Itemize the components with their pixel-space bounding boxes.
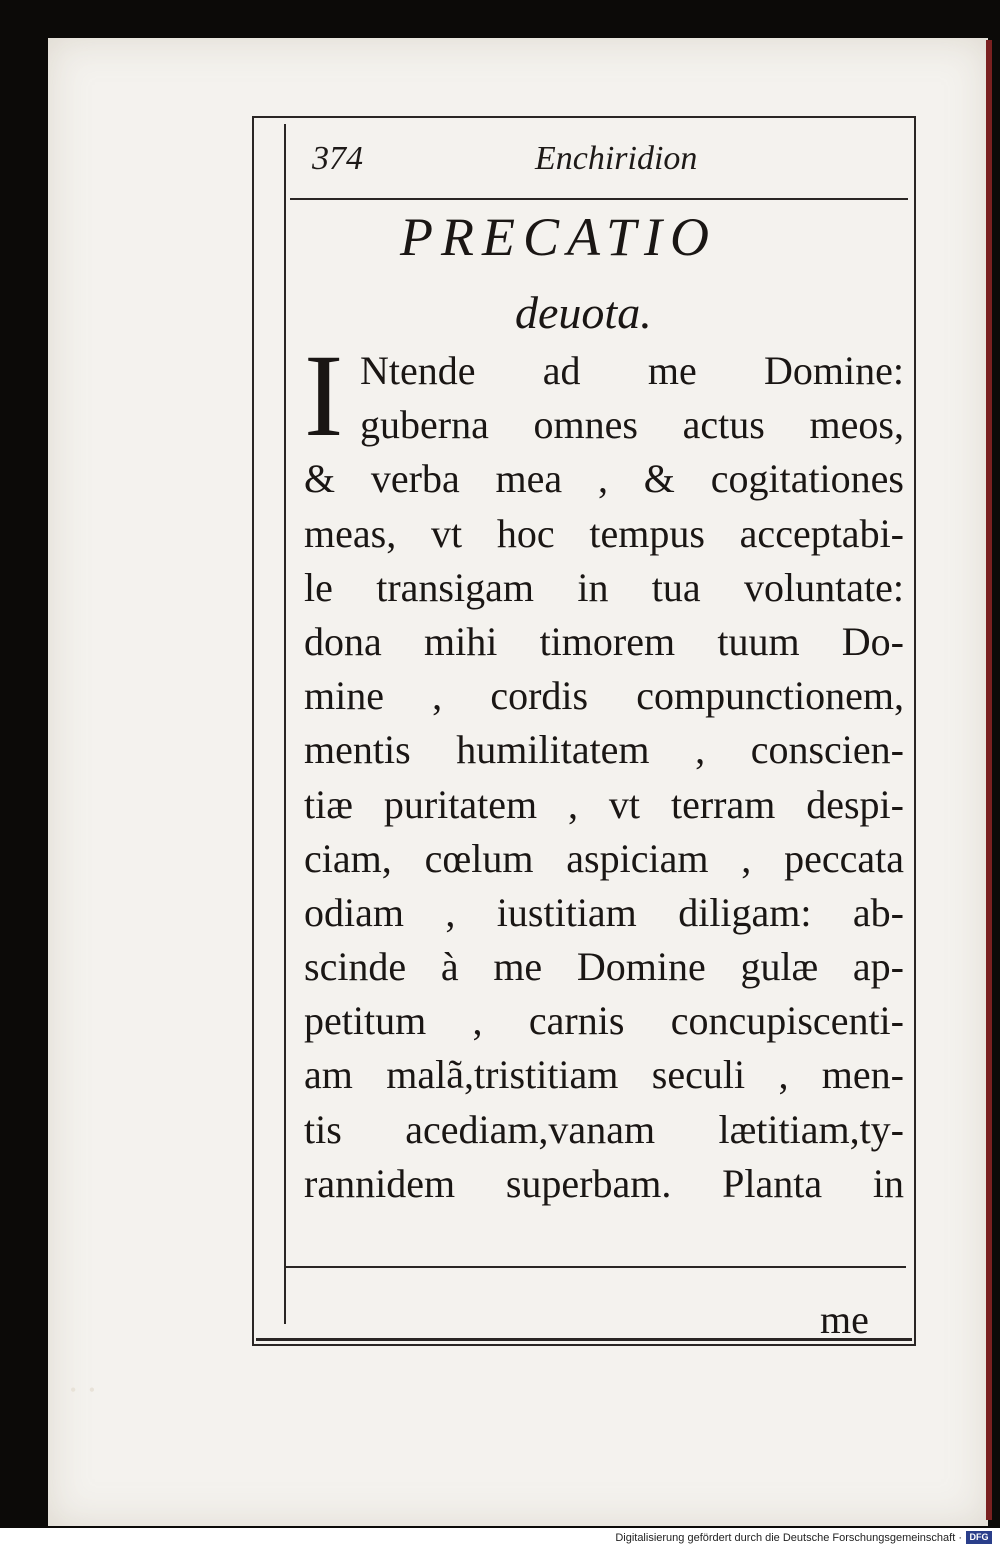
page-edge	[986, 40, 992, 1520]
header-rule	[290, 198, 908, 200]
footer-rule	[286, 1266, 906, 1268]
page-number: 374	[312, 140, 363, 177]
section-title: PRECATIO	[400, 207, 717, 267]
catchword: me	[820, 1297, 869, 1342]
text-line: ciam, cœlum aspiciam , peccata	[304, 835, 904, 881]
margin-marks: • •	[70, 1380, 100, 1400]
text-line: am malã,tristitiam seculi , men-	[304, 1052, 904, 1098]
dfg-logo: DFG	[966, 1531, 992, 1544]
digitization-credit: Digitalisierung gefördert durch die Deutsche Forschungsgemeinschaft ·	[615, 1532, 962, 1544]
text-line: rannidem superbam. Planta in	[304, 1160, 904, 1206]
text-line: odiam , iustitiam diligam: ab-	[304, 889, 904, 935]
text-line: petitum , carnis concupiscenti-	[304, 998, 904, 1044]
text-line: meas, vt hoc tempus acceptabi-	[304, 510, 904, 556]
text-line: Ntende ad me Domine:	[360, 348, 904, 393]
section-subtitle: deuota.	[515, 287, 652, 338]
text-line: & verba mea , & cogitationes	[304, 456, 904, 502]
running-head: Enchiridion	[535, 140, 698, 177]
prayer-text	[304, 330, 904, 1211]
text-line: tiæ puritatem , vt terram despi-	[304, 781, 904, 827]
frame-inner-rule	[284, 124, 286, 1324]
text-line: dona mihi timorem tuum Do-	[304, 618, 904, 664]
text-line: le transigam in tua voluntate:	[304, 564, 904, 610]
text-line: mentis humilitatem , conscien-	[304, 727, 904, 773]
text-line: scinde à me Domine gulæ ap-	[304, 944, 904, 990]
text-line: guberna omnes actus meos,	[360, 402, 904, 448]
base-rule	[256, 1338, 912, 1341]
text-line: mine , cordis compunctionem,	[304, 673, 904, 719]
text-line: tis acediam,vanam lætitiam,ty-	[304, 1106, 904, 1152]
drop-cap: I	[304, 330, 344, 461]
